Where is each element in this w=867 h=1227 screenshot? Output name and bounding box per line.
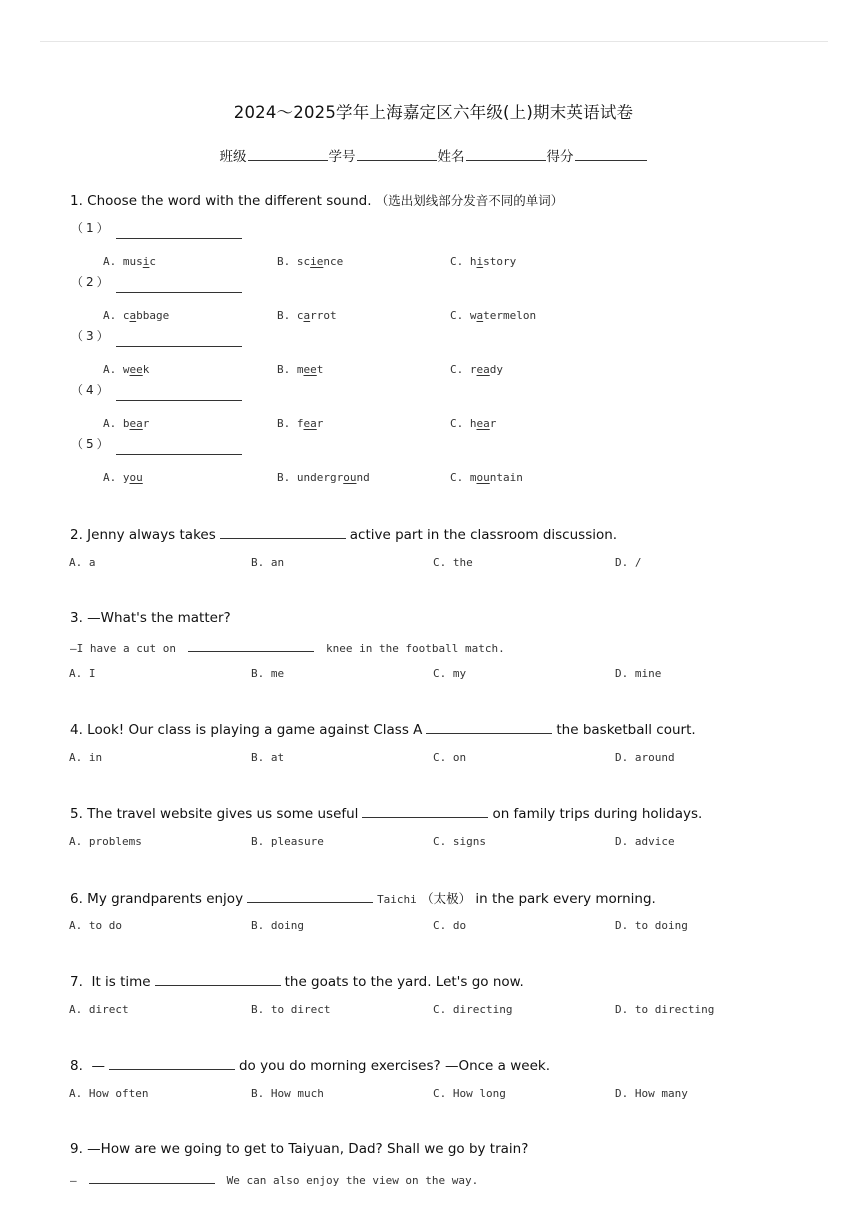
word-part: B. undergr — [277, 471, 344, 484]
option-c[interactable]: C. signs — [433, 835, 486, 848]
word-part: dy — [489, 363, 503, 376]
option-a[interactable]: A. problems — [69, 835, 142, 848]
page-title: 2024～2025学年上海嘉定区六年级(上)期末英语试卷 — [233, 103, 634, 122]
question-6-answer-blank[interactable] — [247, 890, 373, 903]
option-a[interactable]: A. in — [69, 751, 103, 764]
option-c[interactable]: C. my — [433, 667, 467, 680]
question-7-stem — [70, 973, 524, 990]
word-part: C. m — [450, 471, 477, 484]
option-b[interactable]: B. to direct — [251, 1003, 331, 1016]
option-a[interactable]: A. a — [69, 556, 96, 569]
word-part: story — [483, 255, 517, 268]
question-6-stem — [70, 889, 656, 907]
word-part: nd — [356, 471, 370, 484]
option-a[interactable] — [103, 471, 143, 484]
word-part: r — [489, 417, 497, 430]
word-part: bbage — [136, 309, 170, 322]
question-9-answer-blank[interactable] — [89, 1171, 215, 1184]
underlined-letters: a — [476, 309, 484, 322]
option-d[interactable]: D. / — [615, 556, 642, 569]
word-part: B. c — [277, 309, 304, 322]
question-1-stem — [70, 191, 563, 209]
word-part: nce — [323, 255, 344, 268]
option-d[interactable]: D. around — [615, 751, 675, 764]
subquestion-number: （5） — [71, 437, 112, 451]
student-info-line — [0, 145, 867, 165]
question-7-text-before: 7. It is time — [70, 974, 151, 990]
option-b[interactable]: B. me — [251, 667, 285, 680]
id-blank[interactable] — [357, 148, 437, 161]
question-9-text-before: — — [70, 1174, 77, 1187]
option-c[interactable]: C. How long — [433, 1087, 506, 1100]
word-part: r — [142, 417, 150, 430]
underlined-letters: ou — [476, 471, 490, 484]
option-c[interactable]: C. directing — [433, 1003, 513, 1016]
question-4-text-before: 4. Look! Our class is playing a game against Class A — [70, 722, 423, 738]
question-4-stem — [70, 721, 696, 738]
question-1-text: 1. Choose the word with the different sound. — [70, 193, 372, 209]
word-part: t — [316, 363, 324, 376]
option-b[interactable] — [277, 471, 370, 484]
option-b[interactable] — [277, 417, 323, 430]
score-label: 得分 — [546, 149, 574, 165]
word-part: C. h — [450, 255, 477, 268]
underlined-letters: ie — [310, 255, 324, 268]
subquestion-answer-blank[interactable] — [116, 238, 242, 239]
option-d[interactable]: D. to doing — [615, 919, 688, 932]
header-divider — [40, 41, 828, 42]
underlined-letters: ee — [303, 363, 317, 376]
subquestion-number: （3） — [71, 329, 112, 343]
option-d[interactable]: D. How many — [615, 1087, 688, 1100]
word-part: r — [316, 417, 324, 430]
word-part: termelon — [483, 309, 537, 322]
option-a[interactable]: A. I — [69, 667, 96, 680]
option-a[interactable]: A. to do — [69, 919, 122, 932]
word-part: C. w — [450, 309, 477, 322]
word-part: ntain — [489, 471, 523, 484]
option-d[interactable]: D. mine — [615, 667, 662, 680]
subquestion-number: （4） — [71, 383, 112, 397]
option-a[interactable]: A. How often — [69, 1087, 149, 1100]
subquestion-answer-blank[interactable] — [116, 292, 242, 293]
option-b[interactable]: B. pleasure — [251, 835, 324, 848]
option-a[interactable] — [103, 363, 149, 376]
question-6-term: Taichi — [377, 893, 417, 906]
option-d[interactable]: D. to directing — [615, 1003, 715, 1016]
option-b[interactable]: B. doing — [251, 919, 304, 932]
word-part: B. m — [277, 363, 304, 376]
word-part: A. b — [103, 417, 130, 430]
question-3-text-before: —I have a cut on — [70, 642, 176, 655]
question-2-answer-blank[interactable] — [220, 526, 346, 539]
word-part: B. sc — [277, 255, 311, 268]
question-9-reply — [70, 1171, 478, 1187]
word-part: C. h — [450, 417, 477, 430]
underlined-letters: ea — [476, 417, 490, 430]
question-8-answer-blank[interactable] — [109, 1057, 235, 1070]
score-blank[interactable] — [575, 148, 647, 161]
word-part: A. c — [103, 309, 130, 322]
word-part: A. w — [103, 363, 130, 376]
question-3-stem: 3. —What's the matter? — [70, 610, 231, 626]
option-a[interactable] — [103, 417, 149, 430]
option-b[interactable] — [277, 309, 337, 322]
question-2-stem — [70, 526, 617, 543]
question-2-text-before: 2. Jenny always takes — [70, 527, 216, 543]
question-3-reply — [70, 639, 505, 655]
option-b[interactable]: B. an — [251, 556, 285, 569]
subquestion-answer-blank[interactable] — [116, 400, 242, 401]
word-part: rrot — [310, 309, 337, 322]
question-3-text-after: knee in the football match. — [325, 642, 505, 655]
class-label: 班级 — [219, 149, 247, 165]
underlined-letters: i — [476, 255, 484, 268]
id-label: 学号 — [328, 149, 356, 165]
option-b[interactable] — [277, 255, 343, 268]
underlined-letters: a — [129, 309, 137, 322]
question-2-text-after: active part in the classroom discussion. — [349, 527, 618, 543]
question-8-text-before: 8. — — [70, 1058, 105, 1074]
question-8-text-after: do you do morning exercises? —Once a week. — [238, 1058, 550, 1074]
name-blank[interactable] — [466, 148, 546, 161]
subquestion-answer-blank[interactable] — [116, 346, 242, 347]
word-part: B. f — [277, 417, 304, 430]
option-a[interactable] — [103, 255, 156, 268]
question-6-text-before: 6. My grandparents enjoy — [70, 891, 244, 907]
question-8-stem — [70, 1057, 550, 1074]
underlined-letters: ea — [129, 417, 143, 430]
option-a[interactable]: A. direct — [69, 1003, 129, 1016]
option-c[interactable] — [450, 471, 523, 484]
subquestion-number: （2） — [71, 275, 112, 289]
underlined-letters: ea — [476, 363, 490, 376]
option-c[interactable] — [450, 309, 536, 322]
option-c[interactable]: C. on — [433, 751, 467, 764]
question-7-text-after: the goats to the yard. Let's go now. — [284, 974, 524, 990]
option-d[interactable]: D. advice — [615, 835, 675, 848]
question-7-answer-blank[interactable] — [155, 973, 281, 986]
class-blank[interactable] — [248, 148, 328, 161]
question-1-instruction: （选出划线部分发音不同的单词） — [375, 193, 564, 208]
option-c[interactable]: C. do — [433, 919, 467, 932]
question-6-text-after: in the park every morning. — [475, 891, 656, 907]
option-c[interactable]: C. the — [433, 556, 473, 569]
underlined-letters: ee — [129, 363, 143, 376]
question-5-answer-blank[interactable] — [362, 805, 488, 818]
subquestion-answer-blank[interactable] — [116, 454, 242, 455]
question-5-text-before: 5. The travel website gives us some useful — [70, 806, 359, 822]
underlined-letters: i — [142, 255, 150, 268]
option-c[interactable] — [450, 255, 516, 268]
question-3-answer-blank[interactable] — [188, 639, 314, 652]
option-b[interactable]: B. at — [251, 751, 285, 764]
question-4-text-after: the basketball court. — [556, 722, 696, 738]
underlined-letters: a — [303, 309, 311, 322]
question-5-text-after: on family trips during holidays. — [492, 806, 703, 822]
question-9-stem: 9. —How are we going to get to Taiyuan, Dad? Shall we go by train? — [70, 1141, 529, 1157]
underlined-letters: ea — [303, 417, 317, 430]
subquestion-number: （1） — [71, 221, 112, 235]
option-b[interactable]: B. How much — [251, 1087, 324, 1100]
underlined-letters: ou — [343, 471, 357, 484]
underlined-letters: ou — [129, 471, 143, 484]
question-4-answer-blank[interactable] — [426, 721, 552, 734]
question-5-stem — [70, 805, 702, 822]
option-b[interactable] — [277, 363, 323, 376]
question-9-text-after: We can also enjoy the view on the way. — [226, 1174, 479, 1187]
word-part: C. r — [450, 363, 477, 376]
name-label: 姓名 — [437, 149, 465, 165]
word-part: A. y — [103, 471, 130, 484]
option-a[interactable] — [103, 309, 169, 322]
word-part: c — [149, 255, 156, 268]
option-c[interactable] — [450, 363, 503, 376]
question-6-translation: （太极） — [421, 891, 472, 906]
word-part: A. mus — [103, 255, 143, 268]
word-part: k — [142, 363, 150, 376]
option-c[interactable] — [450, 417, 496, 430]
